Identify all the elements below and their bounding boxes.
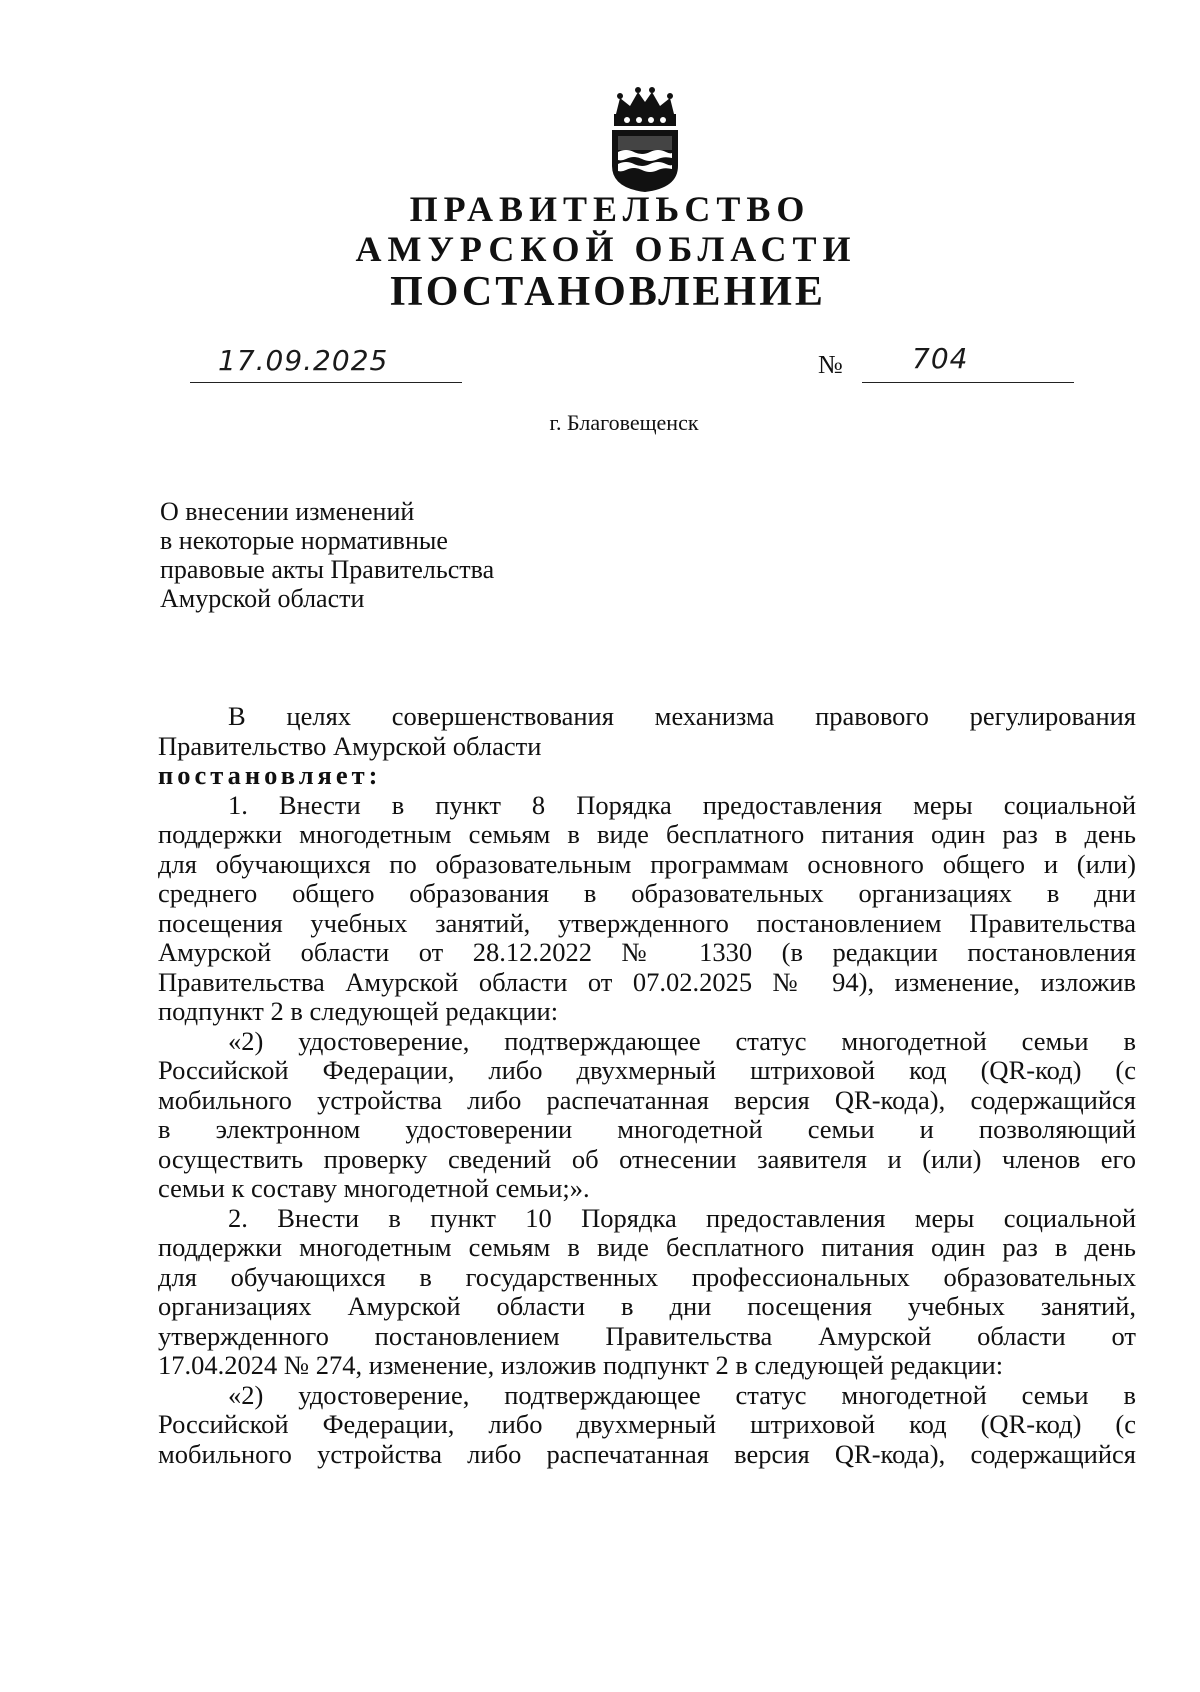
body-line: осуществить проверку сведений об отнесении заявителя и (или) членов его [158,1143,1136,1174]
government-title-line2: АМУРСКОЙ ОБЛАСТИ [355,229,857,269]
document-subject [160,497,494,613]
body-line: Российской Федерации, либо двухмерный штриховой код (QR-код) (с [158,1409,1136,1439]
document-type-title: ПОСТАНОВЛЕНИЕ [390,269,826,315]
body-line: 1. Внести в пункт 8 Порядка предоставления меры социальной [228,789,1136,820]
city-name: г. Благовещенск [549,410,699,435]
document-body [158,702,1136,1469]
body-line: посещения учебных занятий, утвержденного постановлением Правительства [158,907,1136,938]
body-line: в электронном удостоверении многодетной семьи и позволяющий [158,1114,1136,1144]
number-label: № [818,350,843,379]
handwritten-number: 704 [912,342,969,375]
body-line: В целях совершенствования механизма правового регулирования [228,701,1136,731]
body-line: поддержки многодетным семьям в виде бесплатного питания один раз в день [158,819,1136,849]
body-line: Правительства Амурской области от 07.02.2025 № 94), изменение, изложив [158,966,1136,997]
body-line: 2. Внести в пункт 10 Порядка предоставления меры социальной [228,1202,1136,1233]
amur-region-coat-of-arms-icon [602,84,688,194]
body-line: подпункт 2 в следующей редакции: [158,996,559,1026]
body-line: «2) удостоверение, подтверждающее статус многодетной семьи в [228,1379,1136,1410]
body-line: семьи к составу многодетной семьи;». [158,1173,590,1203]
number-field [862,342,1074,383]
subject-line: в некоторые нормативные [160,526,448,555]
government-title-line1: ПРАВИТЕЛЬСТВО [409,189,811,229]
body-line: среднего общего образования в образовательных организациях в дни [158,878,1136,908]
body-line: 17.04.2024 № 274, изменение, изложив подпункт 2 в следующей редакции: [158,1350,1004,1380]
subject-line: О внесении изменений [160,497,415,526]
body-line: Амурской области от 28.12.2022 № 1330 (в редакции постановления [158,937,1136,967]
body-line: утвержденного постановлением Правительства Амурской области от [158,1320,1136,1351]
body-line: Российской Федерации, либо двухмерный штриховой код (QR-код) (с [158,1055,1136,1085]
body-line: мобильного устройства либо распечатанная версия QR-кода), содержащийся [158,1084,1136,1115]
body-line: поддержки многодетным семьям в виде бесплатного питания один раз в день [158,1232,1136,1262]
subject-line: Амурской области [160,584,365,613]
body-line: мобильного устройства либо распечатанная версия QR-кода), содержащийся [158,1438,1136,1469]
body-line: постановляет: [158,760,382,790]
body-line: «2) удостоверение, подтверждающее статус многодетной семьи в [228,1025,1136,1056]
body-line: Правительство Амурской области [158,730,542,761]
handwritten-date: 17.09.2025 [218,344,389,377]
body-line: для обучающихся по образовательным программам основного общего и (или) [158,848,1136,879]
body-line: для обучающихся в государственных профессиональных образовательных [158,1261,1136,1292]
date-field [190,342,462,383]
body-line: организациях Амурской области в дни посещения учебных занятий, [158,1291,1136,1321]
subject-line: правовые акты Правительства [160,555,495,584]
